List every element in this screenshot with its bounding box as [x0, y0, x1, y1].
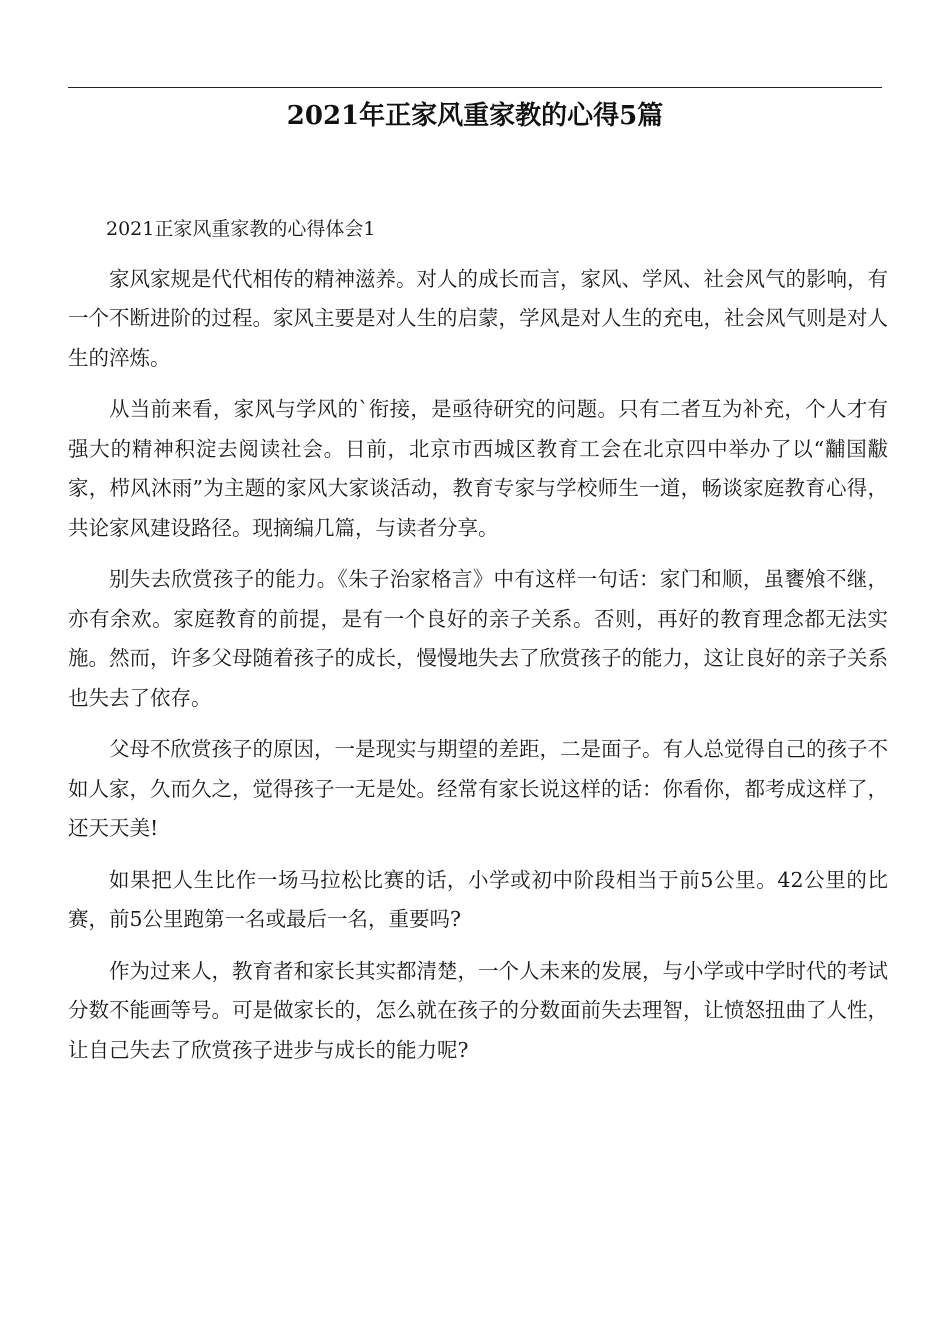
paragraph-2: 从当前来看，家风与学风的`衔接，是亟待研究的问题。只有二者互为补充，个人才有强大的精神积淀去阅读社会。日前，北京市西城区教育工会在北京四中举办了以“黼国黻家，栉风沐雨”为主题的家风大家谈活动，教育专家与学校师生一道，畅谈家庭教育心得，共论家风建设路径。现摘编几篇，与读者分享。 — [68, 397, 888, 540]
document-title: 2021年正家风重家教的心得5篇 — [286, 101, 664, 131]
section-subtitle: 2021正家风重家教的心得体会1 — [106, 218, 376, 240]
paragraph-1: 家风家规是代代相传的精神滋养。对人的成长而言，家风、学风、社会风气的影响，有一个不断进阶的过程。家风主要是对人生的启蒙，学风是对人生的充电，社会风气则是对人生的淬炼。 — [68, 266, 888, 370]
document-body — [68, 210, 888, 1082]
paragraph-3: 别失去欣赏孩子的能力。《朱子治家格言》中有这样一句话：家门和顺，虽饔飧不继，亦有余欢。家庭教育的前提，是有一个良好的亲子关系。否则，再好的教育理念都无法实施。然而，许多父母随着孩子的成长，慢慢地失去了欣赏孩子的能力，这让良好的亲子关系也失去了依存。 — [68, 567, 888, 710]
header-rule — [68, 87, 882, 88]
paragraph-6: 作为过来人，教育者和家长其实都清楚，一个人未来的发展，与小学或中学时代的考试分数不能画等号。可是做家长的，怎么就在孩子的分数面前失去理智，让愤怒扭曲了人性，让自己失去了欣赏孩子进步与成长的能力呢? — [68, 958, 888, 1062]
paragraph-5: 如果把人生比作一场马拉松比赛的话，小学或初中阶段相当于前5公里。42公里的比赛，前5公里跑第一名或最后一名，重要吗? — [68, 867, 888, 931]
paragraph-4: 父母不欣赏孩子的原因，一是现实与期望的差距，二是面子。有人总觉得自己的孩子不如人家，久而久之，觉得孩子一无是处。经常有家长说这样的话：你看你，都考成这样了，还天天美! — [68, 737, 888, 840]
